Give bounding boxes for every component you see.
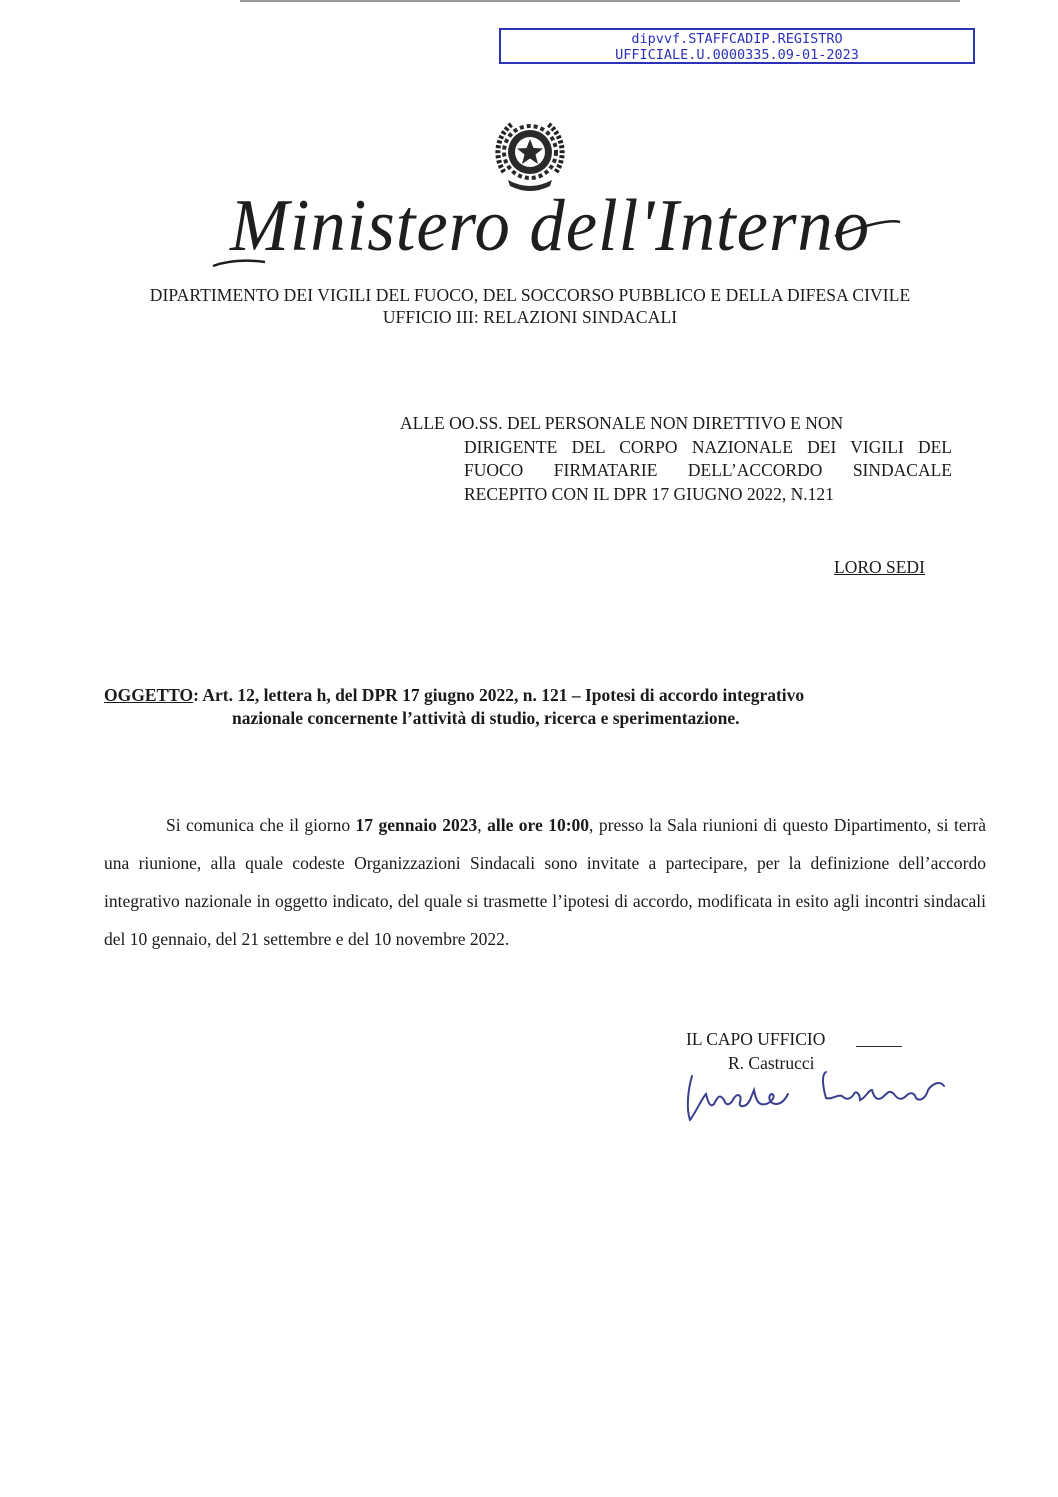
ministry-name-logo xyxy=(195,182,905,277)
meeting-date: 17 gennaio 2023 xyxy=(355,815,478,835)
subject-block xyxy=(104,684,984,730)
signatory-name: R. Castrucci xyxy=(728,1053,815,1073)
protocol-stamp xyxy=(499,28,975,64)
body-paragraph xyxy=(104,806,986,958)
subject-line1: Art. 12, lettera h, del DPR 17 giugno 2022, n. 121 – Ipotesi di accordo integrativo xyxy=(202,685,805,705)
protocol-stamp-line2: UFFICIALE.U.0000335.09-01-2023 xyxy=(615,47,859,63)
meeting-time: alle ore 10:00 xyxy=(487,815,590,835)
subject-colon: : xyxy=(193,685,203,705)
signatory-title: IL CAPO UFFICIO xyxy=(686,1029,826,1049)
department-header xyxy=(80,284,980,328)
office-name: UFFICIO III: RELAZIONI SINDACALI xyxy=(382,307,678,327)
loro-sedi: LORO SEDI xyxy=(834,557,925,577)
signature-rule xyxy=(856,1046,902,1047)
subject-label: OGGETTO xyxy=(104,685,194,705)
body-part3: , presso la Sala riunioni di questo Dipartimento, si terrà una riunione, alla quale codeste Organizzazioni Sindacali sono invitate a partecipare, per la definizione dell’accordo integrativo nazionale in oggetto indicato, del quale si trasmette l’ipotesi di accordo, modificata in esito agli incontri sindacali del 10 gennaio, del 21 settembre e del 10 novembre 2022. xyxy=(104,815,987,949)
addressee-rest: DIRIGENTE DEL CORPO NAZIONALE DEI VIGILI DEL FUOCO FIRMATARIE DELL’ACCORDO SINDACALE RECEPITO CON IL DPR 17 GIUGNO 2022, N.121 xyxy=(464,436,952,504)
protocol-stamp-line1: dipvvf.STAFFCADIP.REGISTRO xyxy=(631,31,843,47)
addressee-first-line: ALLE OO.SS. DEL PERSONALE NON DIRETTIVO E NON xyxy=(400,413,844,433)
body-part1: Si comunica che il giorno xyxy=(166,815,356,835)
department-name: DIPARTIMENTO DEI VIGILI DEL FUOCO, DEL SOCCORSO PUBBLICO E DELLA DIFESA CIVILE xyxy=(149,285,911,305)
subject-line2: nazionale concernente l’attività di studio, ricerca e sperimentazione. xyxy=(232,708,740,728)
body-part2: , xyxy=(477,815,488,835)
top-scan-line xyxy=(240,0,960,2)
addressee-block xyxy=(400,412,952,506)
ministry-name-text: Ministero dell'Interno xyxy=(229,185,871,267)
handwritten-signature xyxy=(676,1050,966,1125)
